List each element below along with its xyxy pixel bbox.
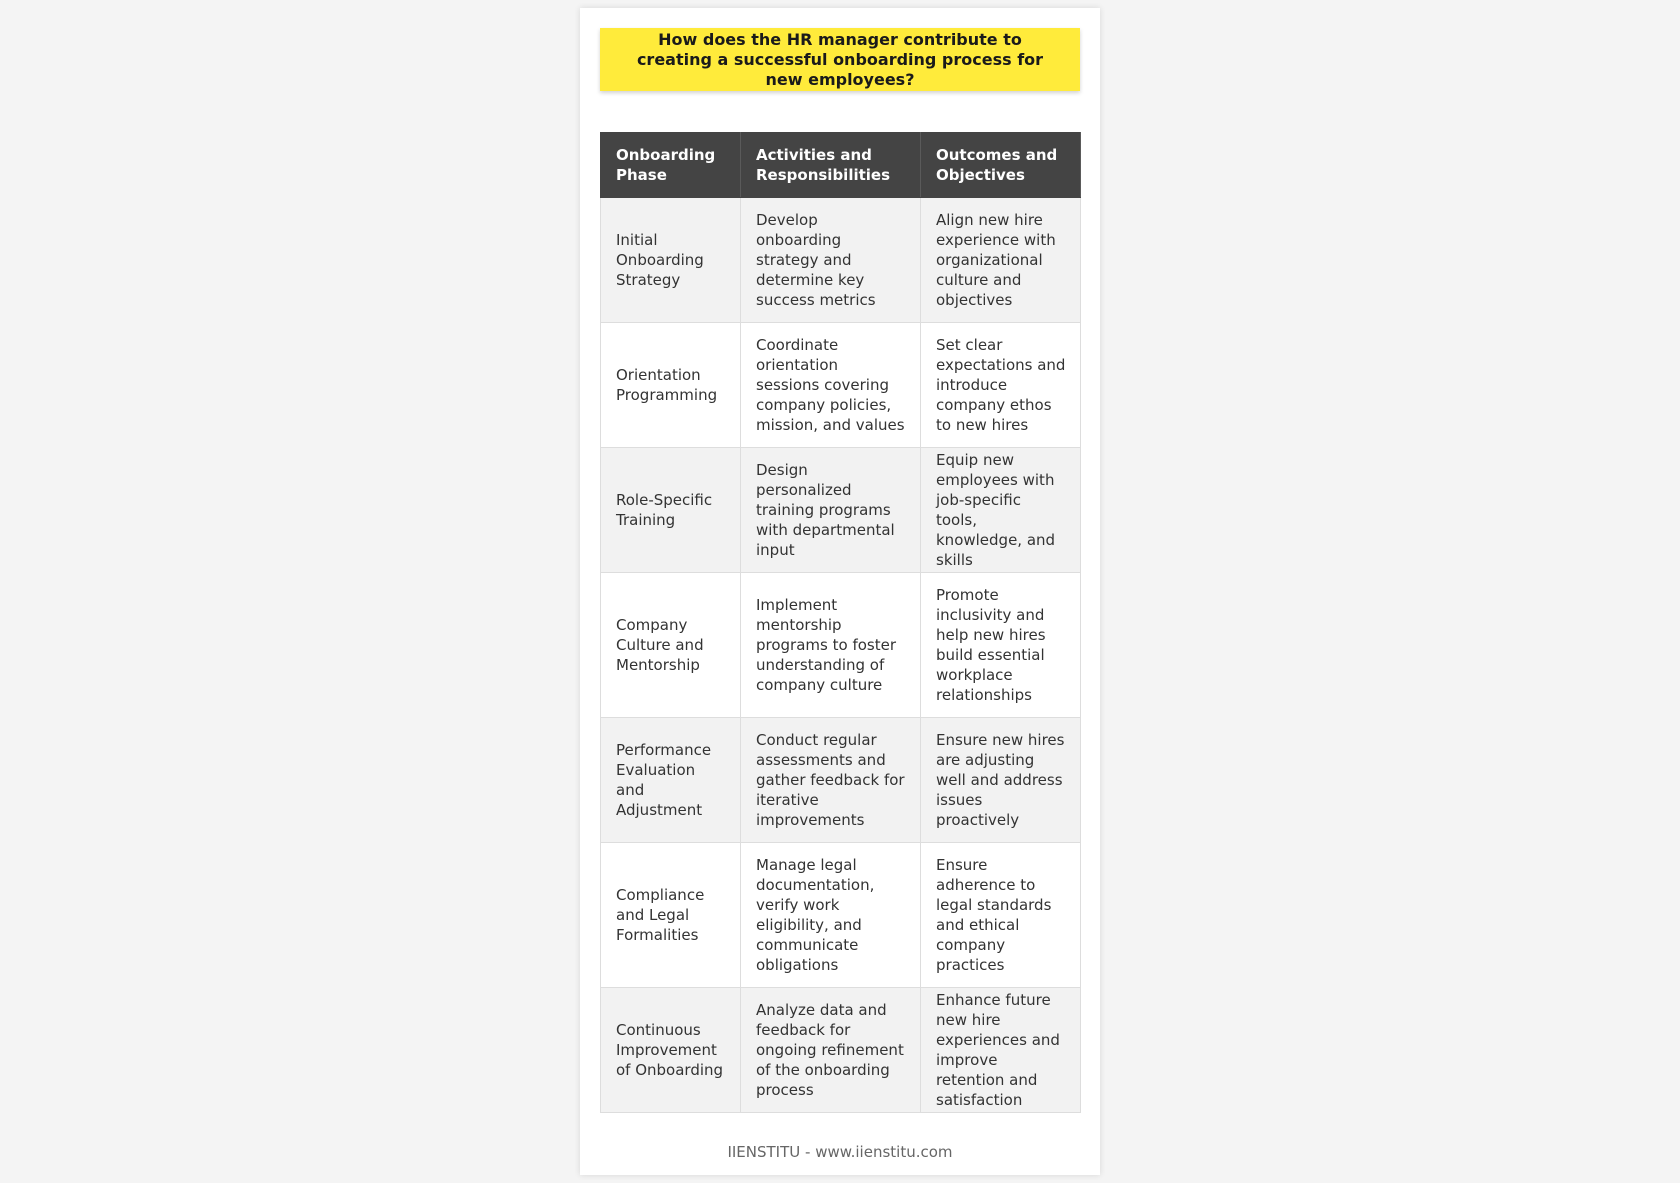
table-row <box>601 988 1081 1113</box>
outcomes-cell: Promote inclusivity and help new hires build essential workplace relationships <box>921 573 1081 718</box>
table-row <box>601 323 1081 448</box>
activities-cell: Manage legal documentation, verify work eligibility, and communicate obligations <box>741 843 921 988</box>
outcomes-cell: Enhance future new hire experiences and improve retention and satisfaction <box>921 988 1081 1113</box>
phase-cell: Orientation Programming <box>601 323 741 448</box>
activities-cell: Coordinate orientation sessions covering company policies, mission, and values <box>741 323 921 448</box>
column-header-phase: Onboarding Phase <box>601 133 741 198</box>
phase-cell: Company Culture and Mentorship <box>601 573 741 718</box>
phase-cell: Initial Onboarding Strategy <box>601 198 741 323</box>
table-row <box>601 448 1081 573</box>
outcomes-cell: Set clear expectations and introduce company ethos to new hires <box>921 323 1081 448</box>
phase-cell: Compliance and Legal Formalities <box>601 843 741 988</box>
table-row <box>601 843 1081 988</box>
activities-cell: Analyze data and feedback for ongoing refinement of the onboarding process <box>741 988 921 1113</box>
activities-cell: Conduct regular assessments and gather feedback for iterative improvements <box>741 718 921 843</box>
outcomes-cell: Ensure new hires are adjusting well and address issues proactively <box>921 718 1081 843</box>
footer-credit: IIENSTITU - www.iienstitu.com <box>727 1143 953 1161</box>
outcomes-cell: Align new hire experience with organizational culture and objectives <box>921 198 1081 323</box>
column-header-activities: Activities and Responsibilities <box>741 133 921 198</box>
activities-cell: Design personalized training programs with departmental input <box>741 448 921 573</box>
page-title: How does the HR manager contribute to creating a successful onboarding process for new employees? <box>636 29 1044 89</box>
table-row <box>601 573 1081 718</box>
onboarding-table <box>600 132 1081 1113</box>
outcomes-cell: Equip new employees with job-specific tools, knowledge, and skills <box>921 448 1081 573</box>
activities-cell: Develop onboarding strategy and determine key success metrics <box>741 198 921 323</box>
title-banner <box>600 28 1080 91</box>
content-card <box>580 8 1100 1175</box>
activities-cell: Implement mentorship programs to foster understanding of company culture <box>741 573 921 718</box>
phase-cell: Performance Evaluation and Adjustment <box>601 718 741 843</box>
table-header-row <box>601 133 1081 198</box>
phase-cell: Role-Specific Training <box>601 448 741 573</box>
column-header-outcomes: Outcomes and Objectives <box>921 133 1081 198</box>
table-row <box>601 718 1081 843</box>
phase-cell: Continuous Improvement of Onboarding <box>601 988 741 1113</box>
outcomes-cell: Ensure adherence to legal standards and ethical company practices <box>921 843 1081 988</box>
table-row <box>601 198 1081 323</box>
